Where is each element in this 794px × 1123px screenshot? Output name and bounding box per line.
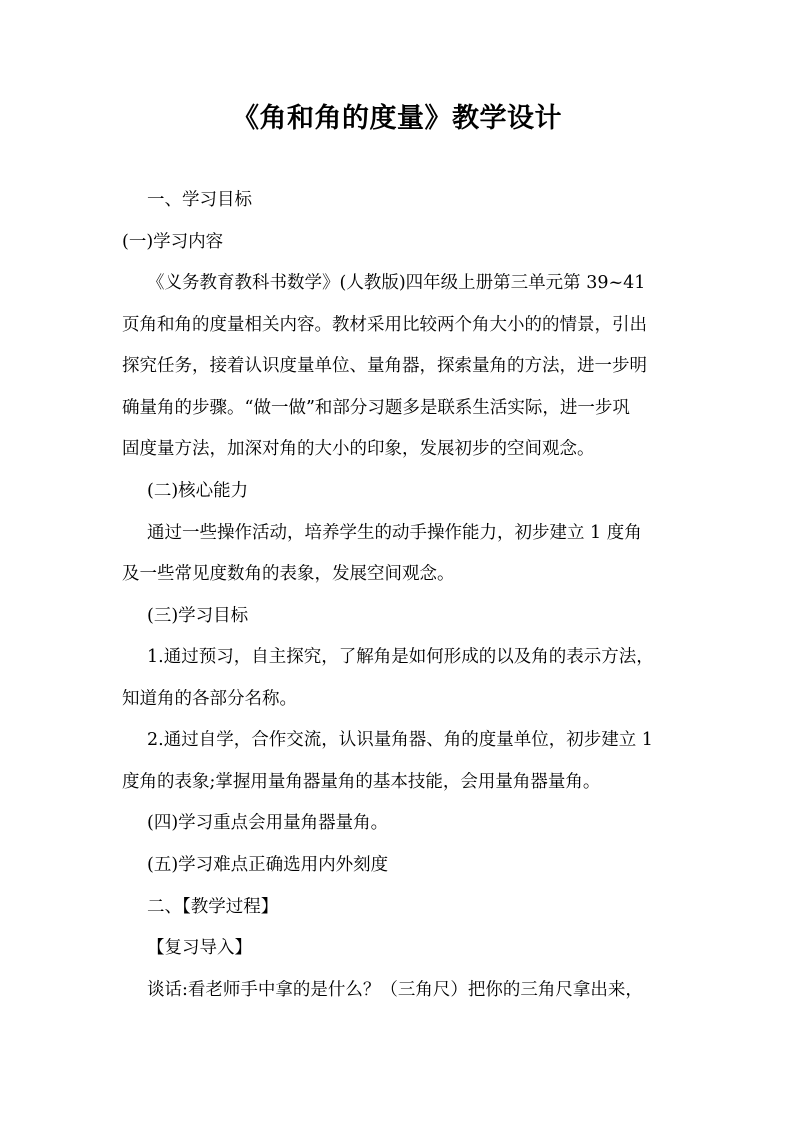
list-item-line: 知道角的各部分名称。: [122, 689, 297, 709]
section-heading-learning-goals: 一、学习目标: [147, 190, 252, 210]
list-item-line: 度角的表象;掌握用量角器量角的基本技能，会用量角器量角。: [122, 772, 601, 792]
paragraph-line: 谈话:看老师手中拿的是什么？（三角尺）把你的三角尺拿出来，: [147, 980, 643, 1000]
subsection-heading-learning-content: (一)学习内容: [122, 232, 224, 252]
paragraph-line: 及一些常见度数角的表象，发展空间观念。: [122, 564, 455, 584]
subsection-heading-review-intro: 【复习导入】: [147, 938, 252, 958]
list-item-line: 2.通过自学，合作交流，认识量角器、角的度量单位，初步建立 1: [147, 730, 653, 750]
paragraph-line: 探究任务，接着认识度量单位、量角器，探索量角的方法，进一步明: [122, 356, 647, 376]
paragraph-line: 页角和角的度量相关内容。教材采用比较两个角大小的的情景，引出: [122, 315, 647, 335]
subsection-heading-core-ability: (二)核心能力: [147, 481, 249, 501]
section-heading-teaching-process: 二、【教学过程】: [147, 897, 279, 917]
paragraph-line: 确量角的步骤。“做一做”和部分习题多是联系生活实际，进一步巩: [122, 398, 630, 418]
paragraph-line: 《义务教育教科书数学》(人教版)四年级上册第三单元第 39~41: [147, 273, 646, 293]
subsection-difficulty: (五)学习难点正确选用内外刻度: [147, 855, 389, 875]
paragraph-line: 固度量方法，加深对角的大小的印象，发展初步的空间观念。: [122, 439, 595, 459]
subsection-heading-objectives: (三)学习目标: [147, 606, 249, 626]
subsection-key-point: (四)学习重点会用量角器量角。: [147, 813, 389, 833]
document-title: 《角和角的度量》教学设计: [232, 103, 562, 134]
paragraph-line: 通过一些操作活动，培养学生的动手操作能力，初步建立 1 度角: [147, 523, 642, 543]
list-item-line: 1.通过预习，自主探究，了解角是如何形成的以及角的表示方法，: [147, 647, 654, 667]
